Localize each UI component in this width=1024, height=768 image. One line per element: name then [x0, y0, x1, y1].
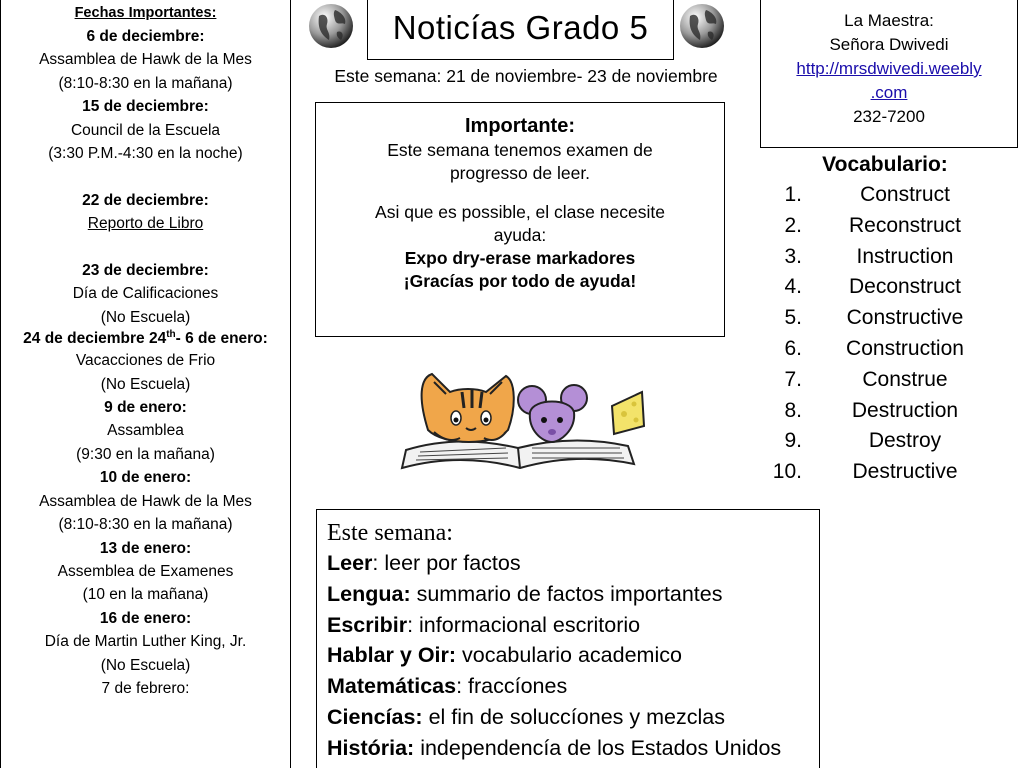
event-note: (No Escuela)	[100, 308, 191, 326]
subject-name: Hablar y Oir:	[327, 643, 457, 668]
important-dates-panel	[0, 0, 291, 768]
vocab-heading: Vocabulario:	[822, 153, 948, 176]
cat-mouse-reading-illustration	[398, 368, 648, 478]
subject-row	[327, 610, 819, 641]
event-text: Assamblea de Hawk de la Mes	[39, 51, 252, 69]
event-date: 15 de deciembre:	[82, 98, 209, 116]
vocab-item: 7. Construe	[784, 367, 948, 391]
subject-topic: : fraccíones	[456, 674, 568, 699]
subject-name: Escribir	[327, 612, 408, 637]
teacher-phone: 232-7200	[853, 107, 925, 126]
event-text: Assamblea de Hawk de la Mes	[39, 492, 252, 510]
vocab-item: 4. Deconstruct	[784, 275, 962, 299]
globe-icon	[678, 2, 726, 50]
subject-row	[327, 702, 819, 733]
subject-row	[327, 548, 819, 579]
event-note: (No Escuela)	[100, 656, 191, 674]
semana-heading: Este semana:	[327, 520, 453, 546]
event-date: 10 de enero:	[99, 469, 192, 487]
important-heading: Importante:	[465, 115, 575, 137]
event-text: Assemblea de Examenes	[57, 562, 234, 580]
subject-topic: summario de factos importantes	[410, 581, 723, 606]
event-date: 13 de enero:	[99, 539, 192, 557]
event-text: Vacacciones de Frio	[75, 352, 216, 370]
subject-name: Leer	[327, 551, 373, 575]
vocabulary-list	[770, 150, 1000, 488]
important-box	[315, 102, 725, 337]
event-text: Día de Martin Luther King, Jr.	[44, 633, 247, 651]
event-text: Reporto de Libro	[87, 215, 204, 233]
subject-name: Ciencías:	[327, 704, 423, 729]
vocab-item: 8. Destruction	[784, 398, 959, 422]
event-date: 9 de enero:	[104, 399, 187, 417]
vocab-item: 9. Destroy	[784, 429, 942, 453]
event-time: (3:30 P.M.-4:30 en la noche)	[48, 145, 243, 163]
event-date-part: - 6 de enero:	[175, 330, 268, 348]
event-date: 7 de febrero:	[101, 679, 190, 697]
event-date: 6 de deciembre:	[86, 28, 205, 45]
dates-header: Fechas Importantes:	[74, 5, 217, 21]
important-thanks: ¡Gracías por todo de ayuda!	[403, 271, 637, 291]
teacher-name: Señora Dwivedi	[829, 35, 949, 54]
important-text: Asi que es possible, el clase necesite	[375, 202, 665, 222]
subject-topic: : leer por factos	[372, 551, 521, 575]
website-link[interactable]: http://mrsdwivedi.weebly	[796, 59, 982, 78]
subject-topic: el fin de soluccíones y mezclas	[422, 704, 725, 729]
vocab-item: 6. Construction	[784, 336, 964, 360]
subject-row	[327, 671, 819, 702]
ordinal-suffix: th	[166, 329, 176, 341]
globe-icon	[307, 2, 355, 50]
event-text: Assamblea	[107, 422, 184, 440]
teacher-info-box	[760, 0, 1018, 148]
week-dates: Este semana: 21 de noviembre- 23 de noviembre	[334, 66, 718, 86]
website-link-cont[interactable]: .com	[870, 83, 908, 102]
subject-name: História:	[327, 735, 415, 760]
subject-row	[327, 640, 819, 671]
vocab-item: 1. Construct	[784, 183, 950, 206]
teacher-label: La Maestra:	[844, 11, 934, 30]
event-date	[1, 329, 290, 349]
event-time: (9:30 en la mañana)	[76, 445, 215, 463]
event-text: Día de Calificaciones	[72, 285, 219, 303]
important-text: Este semana tenemos examen de	[387, 140, 653, 160]
subject-name: Lengua:	[327, 581, 411, 606]
event-date-part: 24 de deciembre 24	[23, 330, 167, 348]
event-time: (8:10-8:30 en la mañana)	[58, 74, 233, 92]
event-time: (10 en la mañana)	[82, 586, 209, 604]
important-text: ayuda:	[493, 225, 547, 245]
vocab-item: 5. Constructive	[784, 306, 964, 330]
subject-topic: vocabulario academico	[456, 643, 682, 668]
vocab-item: 2. Reconstruct	[784, 213, 962, 237]
event-date: 22 de deciembre:	[82, 191, 209, 209]
event-date: 23 de deciembre:	[82, 262, 209, 280]
event-note: (No Escuela)	[100, 375, 191, 393]
important-text: progresso de leer.	[449, 163, 591, 183]
subject-topic: : informacional escritorio	[407, 612, 641, 637]
subject-row	[327, 579, 819, 610]
subject-topic: independencía de los Estados Unidos	[414, 735, 782, 760]
newsletter-title: Noticías Grado 5	[367, 0, 674, 60]
subject-row	[327, 733, 819, 764]
event-text: Council de la Escuela	[70, 121, 221, 139]
event-date: 16 de enero:	[99, 609, 192, 627]
event-time: (8:10-8:30 en la mañana)	[58, 516, 233, 534]
important-supply: Expo dry-erase markadores	[404, 248, 636, 268]
weekly-subjects-box	[316, 509, 820, 768]
vocab-item: 3. Instruction	[784, 244, 954, 268]
subject-name: Matemáticas	[327, 674, 457, 699]
vocab-item: 10. Destructive	[772, 460, 958, 484]
